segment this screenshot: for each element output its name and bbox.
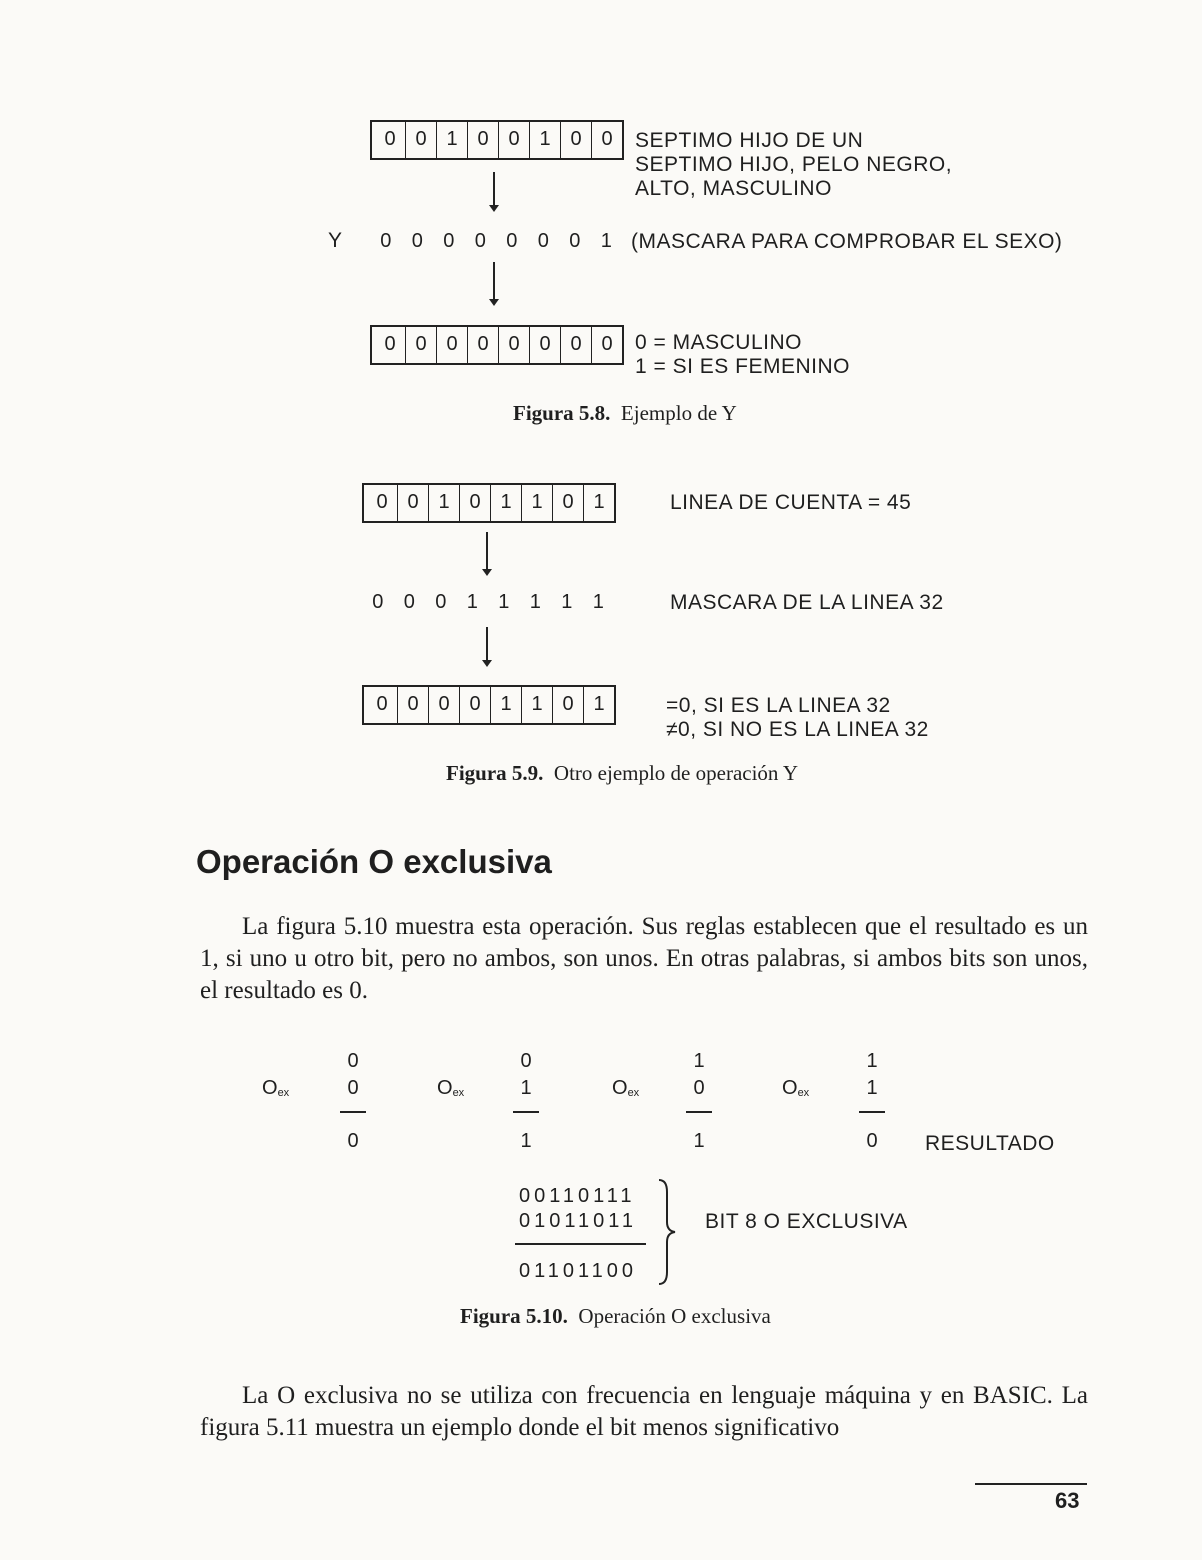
fig58-caption-text: Ejemplo de Y [620,401,737,425]
xor-r-0: 0 [347,1130,359,1152]
xor-a-3: 1 [866,1050,878,1072]
xor-a-2: 1 [693,1050,705,1072]
xor-bar-3 [859,1111,885,1113]
xor-operator-sub-3: ex [797,1087,810,1099]
fig59-result-byte [362,685,616,725]
xor-a-0: 0 [347,1050,359,1072]
xor-r-2: 1 [693,1130,705,1152]
fig59-caption-text: Otro ejemplo de operación Y [553,761,799,785]
xor-bar-2 [686,1111,712,1113]
fig58-caption [513,401,737,426]
fig59-mask-bit-2: 0 [435,591,447,613]
fig58-input-bit-4: 0 [498,122,529,158]
fig58-result-bit-7: 0 [591,327,622,363]
fig58-result-bit-6: 0 [560,327,591,363]
fig58-caption-number: Figura 5.8. [513,401,611,425]
fig58-mask-bit-7: 1 [600,230,612,252]
fig59-mask-bit-1: 0 [403,591,415,613]
fig59-mask-bit-4: 1 [498,591,510,613]
xor-operator-sub-2: ex [627,1087,640,1099]
fig59-input-bit-2: 1 [428,485,459,521]
fig59-mask-bit-0: 0 [372,591,384,613]
fig58-input-bit-1: 0 [405,122,436,158]
paragraph-2: La O exclusiva no se utiliza con frecuencia en lenguaje máquina y en BASIC. La figura 5.11 muestra un ejemplo donde el bit menos significativo [200,1382,1088,1441]
section-title: Operación O exclusiva [196,843,552,880]
fig59-mask-bit-6: 1 [561,591,573,613]
xor-b-3: 1 [866,1077,878,1099]
fig59-result-label: =0, SI ES LA LINEA 32 ≠0, SI NO ES LA LINEA 32 [666,694,929,741]
xor-b-2: 0 [693,1077,705,1099]
page-number-rule [975,1483,1087,1485]
fig59-mask-bit-5: 1 [529,591,541,613]
fig58-arrow-1 [493,172,495,208]
fig510-result-label: RESULTADO [925,1132,1055,1155]
fig58-result-byte [370,325,624,365]
fig59-arrow-2 [486,627,488,663]
xor-operator-1: $O_{ex}$ [437,1077,465,1099]
fig59-result-bit-2: 0 [428,687,459,723]
fig59-result-bit-0: 0 [376,693,388,715]
fig58-result-bit-3: 0 [467,327,498,363]
fig58-input-bit-6: 0 [560,122,591,158]
fig58-mask-bit-6: 0 [569,230,581,252]
fig58-input-bit-7: 0 [591,122,622,158]
fig59-result-bit-1: 0 [397,687,428,723]
fig510-caption [460,1304,771,1329]
paragraph-1: La figura 5.10 muestra esta operación. Sus reglas establecen que el resultado es un 1, si uno u otro bit, pero no ambos, son unos. En otras palabras, si ambos bits son unos, el resultado es 0. [200,913,1088,1004]
fig58-mask-bit-5: 0 [537,230,549,252]
fig510-caption-text: Operación O exclusiva [578,1304,771,1328]
fig59-input-bit-0: 0 [376,491,388,513]
fig510-result-bits: 01101100 [519,1260,638,1282]
xor-operator-3: $O_{ex}$ [782,1077,810,1099]
xor-b-1: 1 [520,1077,532,1099]
fig59-result-bit-3: 0 [459,687,490,723]
xor-operator-sub-1: ex [452,1087,465,1099]
fig59-mask-label: MASCARA DE LA LINEA 32 [670,591,944,614]
xor-operator-2: $O_{ex}$ [612,1077,640,1099]
fig510-brace [655,1178,683,1286]
fig58-result-bit-1: 0 [405,327,436,363]
fig59-input-bit-3: 0 [459,485,490,521]
fig58-input-label: SEPTIMO HIJO DE UN SEPTIMO HIJO, PELO NEGRO, ALTO, MASCULINO [635,129,953,200]
fig59-mask-bits [362,591,614,614]
fig59-input-bit-4: 1 [490,485,521,521]
xor-r-1: 1 [520,1130,532,1152]
fig59-input-byte [362,483,616,523]
fig59-input-bit-7: 1 [583,485,614,521]
xor-operator-sub-0: ex [277,1087,290,1099]
fig58-input-byte [370,120,624,160]
fig58-mask-bit-0: 0 [380,230,392,252]
xor-b-0: 0 [347,1077,359,1099]
fig510-sum-line [515,1243,646,1245]
fig59-mask-bit-7: 1 [592,591,604,613]
xor-operator-0: $O_{ex}$ [262,1077,290,1099]
fig59-result-bit-6: 0 [552,687,583,723]
fig58-mask-bit-3: 0 [474,230,486,252]
fig59-input-bit-6: 0 [552,485,583,521]
fig58-arrow-2 [493,262,495,302]
fig58-input-bit-2: 1 [436,122,467,158]
fig510-caption-number: Figura 5.10. [460,1304,568,1328]
fig58-mask-bit-2: 0 [443,230,455,252]
fig58-result-label: 0 = MASCULINO 1 = SI ES FEMENINO [635,331,850,378]
fig58-result-bit-0: 0 [384,333,396,355]
fig58-input-bit-0: 0 [384,128,396,150]
xor-bar-0 [340,1111,366,1113]
fig58-mask-label: (MASCARA PARA COMPROBAR EL SEXO) [631,230,1063,253]
fig58-result-bit-5: 0 [529,327,560,363]
fig58-input-bit-5: 1 [529,122,560,158]
fig59-caption-number: Figura 5.9. [446,761,544,785]
fig59-result-bit-5: 1 [521,687,552,723]
page-number: 63 [1055,1488,1080,1513]
fig59-caption [446,761,798,786]
xor-bar-1 [513,1111,539,1113]
fig58-result-bit-4: 0 [498,327,529,363]
fig510-bit-label: BIT 8 O EXCLUSIVA [705,1210,908,1233]
fig510-operand-1: 00110111 [519,1185,636,1207]
fig59-result-bit-4: 1 [490,687,521,723]
fig59-input-bit-5: 1 [521,485,552,521]
xor-r-3: 0 [866,1130,878,1152]
fig58-mask-bit-4: 0 [506,230,518,252]
fig58-mask-bits [370,230,622,253]
fig510-operand-2: 01011011 [519,1210,638,1232]
fig59-input-bit-1: 0 [397,485,428,521]
fig59-result-bit-7: 1 [583,687,614,723]
fig59-arrow-1 [486,532,488,572]
fig58-mask-bit-1: 0 [411,230,423,252]
fig59-mask-bit-3: 1 [466,591,478,613]
fig58-operator: Y [328,229,343,252]
fig59-input-label: LINEA DE CUENTA = 45 [670,491,912,514]
xor-a-1: 0 [520,1050,532,1072]
fig58-input-bit-3: 0 [467,122,498,158]
fig58-result-bit-2: 0 [436,327,467,363]
